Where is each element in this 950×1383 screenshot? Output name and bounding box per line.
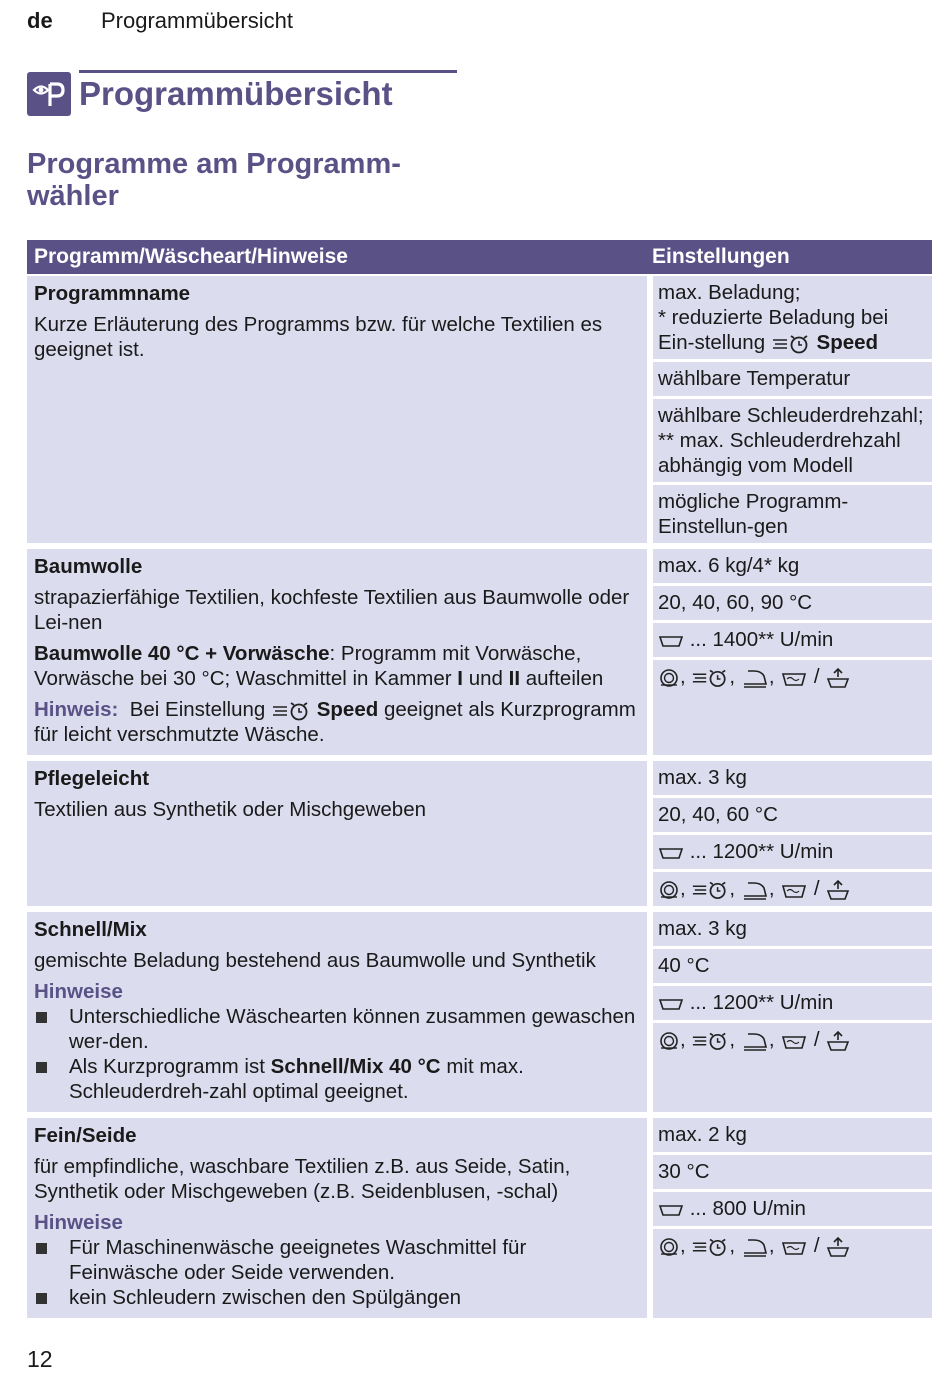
header-title: Programmübersicht [101, 8, 293, 33]
speed-icon [771, 333, 811, 355]
bullet-icon [34, 1054, 69, 1104]
header-settings: Einstellungen [652, 245, 790, 268]
and-text: und [468, 667, 503, 690]
speed-icon [691, 1030, 729, 1052]
temp-cell: 20, 40, 60, 90 °C [653, 586, 932, 620]
rinse-plus-icon [780, 667, 808, 689]
options-cell [653, 660, 932, 755]
spin-cell [653, 1192, 932, 1226]
language-code: de [27, 8, 53, 33]
hint-label: Hinweis: [34, 698, 119, 721]
table-header [27, 240, 932, 274]
program-row-fein-seide [27, 1118, 932, 1318]
spin-icon [658, 845, 684, 861]
spin-value: ... 1200** U/min [689, 991, 834, 1014]
temp-cell: 40 °C [653, 949, 932, 983]
program-description: strapazierfähige Textilien, kochfeste Textilien aus Baumwolle oder Lei-nen [34, 586, 630, 634]
easy-iron-icon [741, 879, 769, 901]
stain-icon [658, 879, 680, 901]
pflegeleicht-settings [647, 761, 932, 906]
program-description: gemischte Beladung bestehend aus Baumwolle und Synthetik [34, 949, 596, 972]
program-name: Pflegeleicht [34, 767, 150, 790]
baumwolle-prewash-note [34, 641, 640, 691]
legend-speed-label: Speed [816, 331, 879, 354]
spin-icon [658, 996, 684, 1012]
page-title: Programmübersicht [79, 75, 393, 112]
speed-icon [691, 667, 729, 689]
prewash-text: : Programm mit Vorwäsche, Vorwäsche bei 30 °C; Waschmittel in Kammer [34, 642, 582, 690]
program-name: Fein/Seide [34, 1124, 137, 1147]
program-row-pflegeleicht [27, 761, 932, 906]
schnell-description-cell [27, 912, 647, 1112]
baumwolle-description-cell [27, 549, 647, 755]
easy-iron-icon [741, 667, 769, 689]
rinse-plus-icon [780, 1236, 808, 1258]
rinse-hold-icon [825, 667, 851, 689]
compartment-1: I [457, 667, 463, 690]
legend-reduced-text: * reduzierte Beladung bei Ein-stellung [658, 306, 889, 354]
rinse-hold-icon [825, 879, 851, 901]
pflegeleicht-description-cell [27, 761, 647, 906]
fein-description-cell [27, 1118, 647, 1318]
load-cell: max. 6 kg/4* kg [653, 549, 932, 583]
bullet-text [69, 1054, 640, 1104]
spin-icon [658, 1202, 684, 1218]
spin-value: ... 1400** U/min [689, 628, 834, 651]
hint-bullet [34, 1054, 640, 1104]
speed-icon [691, 1236, 729, 1258]
legend-spin-max: ** max. Schleuderdrehzahl abhängig vom Modell [658, 429, 901, 477]
split-text: aufteilen [525, 667, 604, 690]
program-name: Schnell/Mix [34, 918, 147, 941]
spin-value: ... 800 U/min [689, 1197, 806, 1220]
separator: , [680, 1234, 686, 1257]
options-cell [653, 1023, 932, 1112]
legend-description-cell [27, 276, 647, 543]
bullet-text-c: mit max. Schleuderdreh-zahl optimal geeignet. [69, 1055, 524, 1103]
separator: , [768, 665, 775, 688]
separator: , [680, 877, 686, 900]
program-description: für empfindliche, waschbare Textilien z.B. aus Seide, Satin, Synthetik oder Mischgeweben (z.B. Seidenblusen, -schal) [34, 1155, 571, 1203]
separator: , [680, 665, 686, 688]
speed-icon [271, 700, 311, 722]
legend-reduced-load [658, 305, 927, 355]
speed-icon [691, 879, 729, 901]
legend-load: max. Beladung; [658, 281, 801, 304]
title-block [27, 72, 393, 116]
page-header [27, 8, 293, 34]
program-description: Textilien aus Synthetik oder Mischgeweben [34, 798, 426, 821]
rinse-hold-icon [825, 1030, 851, 1052]
separator: , [729, 1234, 736, 1257]
legend-settings [647, 276, 932, 543]
options-cell [653, 872, 932, 906]
baumwolle-settings [647, 549, 932, 755]
hint-speed-label: Speed [316, 698, 379, 721]
spin-value: ... 1200** U/min [689, 840, 834, 863]
fein-settings [647, 1118, 932, 1318]
temp-cell: 30 °C [653, 1155, 932, 1189]
easy-iron-icon [741, 1030, 769, 1052]
separator: , [729, 877, 736, 900]
legend-program-name: Programmname [34, 282, 191, 305]
program-name: Baumwolle [34, 555, 143, 578]
slash: / [813, 1234, 820, 1257]
subtitle-line-1: Programme am Programm- [27, 148, 401, 180]
slash: / [813, 1028, 820, 1051]
hint-text-2: geeignet als Kurzprogramm für leicht verschmutzte Wäsche. [34, 698, 636, 746]
schnell-settings [647, 912, 932, 1112]
rinse-hold-icon [825, 1236, 851, 1258]
legend-row [27, 276, 932, 543]
separator: , [768, 1234, 775, 1257]
hint-bullet [34, 1285, 640, 1310]
separator: , [768, 877, 775, 900]
program-table [27, 240, 932, 1324]
bullet-text: kein Schleudern zwischen den Spülgängen [69, 1286, 462, 1309]
stain-icon [658, 1236, 680, 1258]
rinse-plus-icon [780, 1030, 808, 1052]
program-row-baumwolle [27, 549, 932, 755]
stain-icon [658, 667, 680, 689]
rinse-plus-icon [780, 879, 808, 901]
temp-cell: 20, 40, 60 °C [653, 798, 932, 832]
bullet-text: Für Maschinenwäsche geeignetes Waschmittel für Feinwäsche oder Seide verwenden. [69, 1236, 527, 1284]
load-cell: max. 3 kg [653, 761, 932, 795]
legend-load-cell [653, 276, 932, 359]
load-cell: max. 2 kg [653, 1118, 932, 1152]
compartment-2: II [508, 667, 521, 690]
bullet-icon [34, 1285, 69, 1310]
load-cell: max. 3 kg [653, 912, 932, 946]
separator: , [680, 1028, 686, 1051]
hint-bullet [34, 1235, 640, 1285]
separator: , [729, 665, 736, 688]
bullet-icon [34, 1004, 69, 1054]
slash: / [813, 665, 820, 688]
legend-spin: wählbare Schleuderdrehzahl; [658, 404, 924, 427]
spin-cell [653, 835, 932, 869]
separator: , [768, 1028, 775, 1051]
separator: , [729, 1028, 736, 1051]
legend-temp-cell: wählbare Temperatur [653, 362, 932, 396]
program-row-schnell-mix [27, 912, 932, 1112]
legend-spin-cell [653, 399, 932, 482]
header-program: Programm/Wäscheart/Hinweise [34, 245, 348, 268]
stain-icon [658, 1030, 680, 1052]
bullet-text-a: Als Kurzprogramm ist [69, 1055, 265, 1078]
bullet-program-name: Schnell/Mix 40 °C [270, 1055, 441, 1078]
hints-title: Hinweise [34, 1211, 123, 1234]
prewash-program-name: Baumwolle 40 °C + Vorwäsche [34, 642, 330, 665]
section-subtitle [27, 148, 447, 212]
hint-text-1: Bei Einstellung [129, 698, 266, 721]
slash: / [813, 877, 820, 900]
baumwolle-hint [34, 697, 640, 747]
subtitle-line-2: wähler [27, 180, 119, 212]
spin-cell [653, 623, 932, 657]
bullet-text: Unterschiedliche Wäschearten können zusammen gewaschen wer-den. [69, 1005, 636, 1053]
spin-cell [653, 986, 932, 1020]
legend-options-cell: mögliche Programm-Einstellun-gen [653, 485, 932, 543]
page-number: 12 [27, 1346, 53, 1372]
hint-bullet [34, 1004, 640, 1054]
spin-icon [658, 633, 684, 649]
easy-iron-icon [741, 1236, 769, 1258]
program-overview-icon [27, 72, 71, 116]
hints-title: Hinweise [34, 980, 123, 1003]
bullet-icon [34, 1235, 69, 1285]
options-cell [653, 1229, 932, 1318]
legend-description: Kurze Erläuterung des Programms bzw. für welche Textilien es geeignet ist. [34, 313, 603, 361]
